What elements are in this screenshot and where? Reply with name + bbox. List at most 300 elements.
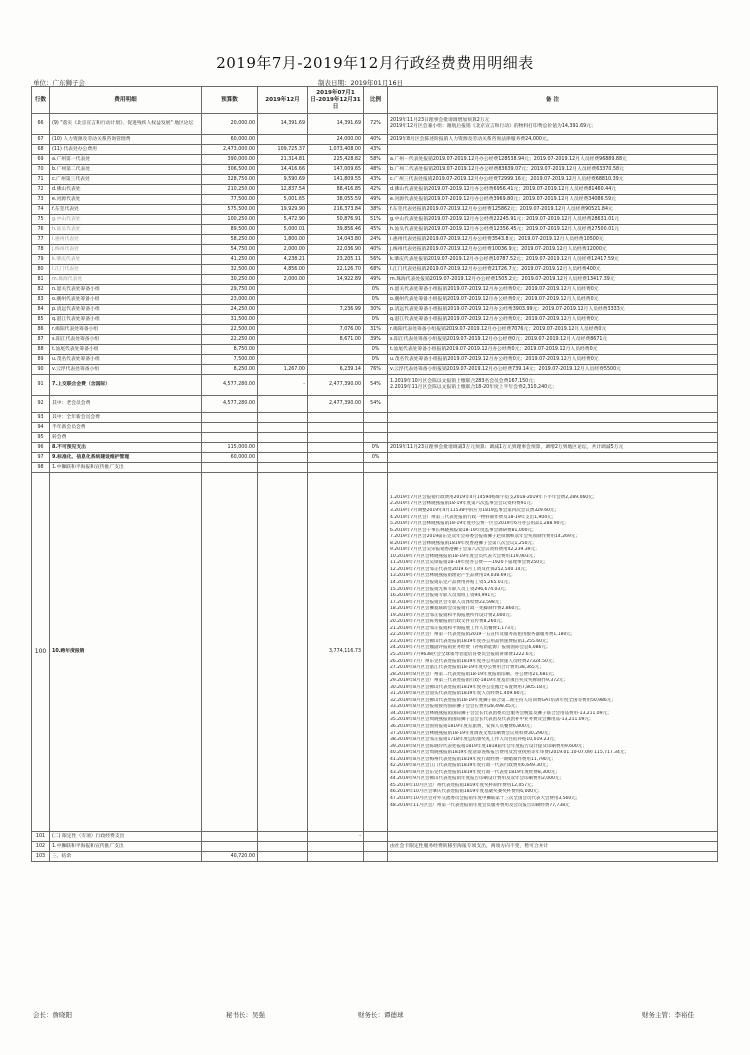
row-index: 84 xyxy=(32,305,50,315)
row-index: 79 xyxy=(32,255,50,265)
row-dec: 19,929.90 xyxy=(258,205,308,215)
row-dec xyxy=(258,305,308,315)
row-ratio: 30% xyxy=(364,305,388,315)
note-line: 38.2019年8月区会邹正报销1718年度总结颁奖礼工作人员住宿补贴10,019.23元； xyxy=(390,737,559,743)
row-ratio: 49% xyxy=(364,275,388,285)
row-name: d.佛山代表处 xyxy=(50,185,202,195)
row-ratio: 40% xyxy=(364,245,388,255)
table-row xyxy=(32,195,718,205)
row-budget xyxy=(202,433,258,443)
row-index: 88 xyxy=(32,345,50,355)
row-ratio: 54% xyxy=(364,375,388,396)
row-range: 14,391.69 xyxy=(308,114,364,135)
note-line: 48.2019年11月区会广州第一代表处报销年度会员服务费用及会员报告印刷经费77,738元 xyxy=(390,802,570,808)
row-index: 85 xyxy=(32,315,50,325)
row-index: 69 xyxy=(32,155,50,165)
row-ratio: 72% xyxy=(364,114,388,135)
table-row xyxy=(32,155,718,165)
row-budget: 575,500.00 xyxy=(202,205,258,215)
row-dec xyxy=(258,325,308,335)
note-line: 30.2019年8月区会佛山代表处报销1819年度办公室搬迁布置费用7,805.18元； xyxy=(390,684,551,690)
row-ratio: 45% xyxy=(364,225,388,235)
row-ratio: 0% xyxy=(364,285,388,295)
row-note xyxy=(388,114,718,135)
row-dec xyxy=(258,285,308,295)
row-budget xyxy=(202,842,258,852)
note-line: 28.2019年8月区会广州第二代表处报销18-19年度报销印刷、办公费用21,681元； xyxy=(390,671,558,677)
row-note xyxy=(388,285,718,295)
row-name: 8.不可预见支出 xyxy=(50,443,202,453)
table-row xyxy=(32,245,718,255)
note-line: 1.2019年7月区会报销行政费用2019年4月14594杨辉宇借支2018-2019年下半年会费2,289,060元； xyxy=(390,494,598,500)
row-ratio xyxy=(364,423,388,433)
note-line: 43.2019年8月区会东莞代表处报销1819年度行政一代表处1819年度经费8,300元； xyxy=(390,769,560,775)
row-budget: 7,500.00 xyxy=(202,355,258,365)
row-name: l.江门代表处 xyxy=(50,265,202,275)
note-text: a.广州一代表处报销2019.07-2019.12月办公经费128538.94元；2019.07-2019.12月人员经费96889.88元 xyxy=(390,156,627,162)
row-budget: 89,500.00 xyxy=(202,225,258,235)
row-range xyxy=(308,295,364,305)
row-budget: 2,473,000.00 xyxy=(202,145,258,155)
note-line: 7.2019年7月区会2019届东莞双年会筹委会报销狮子赵锋旗帜双年会奖项制作费用14,269元； xyxy=(390,534,580,540)
row-range xyxy=(308,345,364,355)
table-row xyxy=(32,345,718,355)
row-range: 147,009.65 xyxy=(308,165,364,175)
table-row xyxy=(32,325,718,335)
table-row-cross-year xyxy=(32,473,718,832)
row-name: a.广州第一代表处 xyxy=(50,155,202,165)
row-index: 76 xyxy=(32,225,50,235)
row-dec: 5,000.01 xyxy=(258,225,308,235)
note-line: 23.2019年7月区会佛山代表处报销1819年度办公用品快递费报销1,255.60元； xyxy=(390,638,551,644)
note-text: g.中山代表处报销2019.07-2019.12月办公经费22245.91元；2019.07-2019.12月人员经费28631.01元 xyxy=(390,216,620,222)
row-dec: - xyxy=(258,375,308,396)
row-name: j.梅州代表处 xyxy=(50,245,202,255)
row-range: 141,809.55 xyxy=(308,175,364,185)
note-line: 12.2019年7月区会邹正代表处2019.6月工资及社保252,540.14元； xyxy=(390,566,530,572)
row-dec xyxy=(258,453,308,463)
row-budget: 8,750.00 xyxy=(202,345,258,355)
row-note xyxy=(388,135,718,145)
table-header-row xyxy=(32,87,718,114)
note-line: 6.2019年7月区会千事长林晓燕报销18-19年度监事会调研费81,000元； xyxy=(390,527,537,533)
note-line: 13.2019年7月区会林晓燕报销理论产生品费用19,038.69元； xyxy=(390,573,516,579)
row-dec xyxy=(258,355,308,365)
row-note xyxy=(388,205,718,215)
row-dec xyxy=(258,413,308,423)
note-line: 40.2019年8月区会周晓燕报销1819年度清算查账报告费用及营业执照等年审费(2019.01.10-07.09) 115,717.34元； xyxy=(390,750,629,756)
row-range xyxy=(308,842,364,852)
note-text: j.梅州代表处报销2019.07-2019.12月办公经费10036.9元；2019.07-2019.12月人员经费12000元 xyxy=(390,246,607,252)
row-range: 23,205.11 xyxy=(308,255,364,265)
note-line: 19.2019年7月区会邹正报销和平海报展所作设计费2,000元； xyxy=(390,612,515,618)
row-name: 10.跨年度报销 xyxy=(50,473,202,832)
row-index: 71 xyxy=(32,175,50,185)
note-text: c.广州三代表处报销2019.07-2019.12月办公经费72999.16元；2019.07-2019.12月人员经费68810.39元 xyxy=(390,176,624,182)
row-range: 216,373.84 xyxy=(308,205,364,215)
note-text: d.佛山代表处报销2019.07-2019.12月办公经费6956.41元；2019.07-2019.12月人员经费81460.44元 xyxy=(390,186,617,192)
row-dec xyxy=(258,852,308,862)
row-range: 24,000.00 xyxy=(308,135,364,145)
row-ratio: 0% xyxy=(364,453,388,463)
table-row xyxy=(32,145,718,155)
table-row xyxy=(32,355,718,365)
row-budget: 306,500.00 xyxy=(202,165,258,175)
table-row xyxy=(32,225,718,235)
row-index: 92 xyxy=(32,396,50,413)
row-ratio: 24% xyxy=(364,235,388,245)
row-range: 8,671.00 xyxy=(308,335,364,345)
table-row xyxy=(32,365,718,375)
row-index: 74 xyxy=(32,205,50,215)
row-budget xyxy=(202,413,258,423)
row-name: b.广州第二代表处 xyxy=(50,165,202,175)
row-ratio: 43% xyxy=(364,175,388,185)
row-dec xyxy=(258,463,308,473)
row-range xyxy=(308,315,364,325)
row-name: 9.标准化、信息化系统建设维护管理 xyxy=(50,453,202,463)
row-dec: 109,725.37 xyxy=(258,145,308,155)
row-ratio xyxy=(364,463,388,473)
row-name: s.阳江代表处筹备小组 xyxy=(50,335,202,345)
table-row xyxy=(32,413,718,423)
row-note xyxy=(388,345,718,355)
row-budget xyxy=(202,423,258,433)
table-row xyxy=(32,396,718,413)
row-note xyxy=(388,195,718,205)
row-ratio: 54% xyxy=(364,396,388,413)
row-note xyxy=(388,433,718,443)
row-range: 14,922.89 xyxy=(308,275,364,285)
row-index: 83 xyxy=(32,295,50,305)
row-budget xyxy=(202,473,258,832)
row-note xyxy=(388,275,718,285)
note-line: 26.2019年7月广州东莞代表处报销1819年度办公用品快递人员经费27324.50元； xyxy=(390,658,557,664)
header-range: 2019年07月1日-2019年12月31日 xyxy=(308,87,364,114)
row-budget: 29,750.00 xyxy=(202,285,258,295)
row-range: 2,477,390.00 xyxy=(308,396,364,413)
note-text: 2019年12月区会兼小组：谢航后报销《北京宣言和行动》的物料打印费总价值为14,391.69元； xyxy=(390,124,596,129)
row-ratio: 58% xyxy=(364,155,388,165)
row-ratio: 42% xyxy=(364,185,388,195)
note-line: 44.2019年9月区会佛山代表处报销年度报告印刷设计费用及双年会印刷费用2,000元； xyxy=(390,776,564,782)
row-index: 100 xyxy=(32,473,50,832)
note-text: o.潮州代表处筹备小组报销2019.07-2019.12月办公经费0元；2019.07-2019.12月人员经费0元 xyxy=(390,296,599,302)
table-row xyxy=(32,852,718,862)
table-row xyxy=(32,205,718,215)
row-note xyxy=(388,463,718,473)
row-dec xyxy=(258,423,308,433)
header-ratio: 比例 xyxy=(364,87,388,114)
table-body xyxy=(32,114,718,862)
row-name: r.揭阳代表处筹备小组 xyxy=(50,325,202,335)
row-index: 97 xyxy=(32,453,50,463)
row-range: 50,876.91 xyxy=(308,215,364,225)
row-range xyxy=(308,355,364,365)
row-name: (11) 代表处办公费用 xyxy=(50,145,202,155)
row-name: 7.上交联合会费（含国际） xyxy=(50,375,202,396)
row-ratio: 0% xyxy=(364,315,388,325)
row-name: q.湛江代表处筹备小组 xyxy=(50,315,202,325)
row-index: 96 xyxy=(32,443,50,453)
row-budget: 31,500.00 xyxy=(202,315,258,325)
row-note xyxy=(388,265,718,275)
expense-table xyxy=(31,86,718,862)
row-note xyxy=(388,852,718,862)
row-note xyxy=(388,315,718,325)
row-range: 39,856.46 xyxy=(308,225,364,235)
row-note xyxy=(388,165,718,175)
note-line: 42.2019年8月区会江门代表处报销1819年度行政一代表行政费用6,649.30元； xyxy=(390,763,551,769)
note-line: 14.2019年7月区会报销东莞产品费用补贴工资5,265.01元； xyxy=(390,579,513,585)
row-ratio: 39% xyxy=(364,335,388,345)
row-dec: 1,800.00 xyxy=(258,235,308,245)
row-note xyxy=(388,423,718,433)
table-row xyxy=(32,135,718,145)
note-text: l.江门代表处报销2019.07-2019.12月办公经费21726.7元；2019.07-2019.12月人员经费400元 xyxy=(390,266,601,272)
row-dec: 14,416.66 xyxy=(258,165,308,175)
note-line: 46.2019年10月区会肇庆代表处报销1819年度基础奖赛奖杯费用6,000元； xyxy=(390,789,543,795)
row-ratio xyxy=(364,473,388,832)
row-budget: 22,250.00 xyxy=(202,335,258,345)
row-ratio: 0% xyxy=(364,295,388,305)
table-row xyxy=(32,185,718,195)
note-line: 35.2019年8月区会周晓燕报销国际狮子总会长代表团及代表团补中业务费及会狮用品-13,211.09元； xyxy=(390,717,594,723)
note-line: 47.2019年10月区会对外交流委员会报销年度中狮联第十三次全国会员代表大会费用3,560元； xyxy=(390,796,581,802)
row-index: 67 xyxy=(32,135,50,145)
header-idx: 行数 xyxy=(32,87,50,114)
row-index: 95 xyxy=(32,433,50,443)
note-line: 45.2019年10月区会广州代表处报销1819年度奖杯制作费用12,057元； xyxy=(390,782,537,788)
row-note xyxy=(388,396,718,413)
note-text: i.惠州代表处报销2019.07-2019.12月办公经费3543.8元；2019.07-2019.12月人员经费10500元 xyxy=(390,236,604,242)
row-index: 87 xyxy=(32,335,50,345)
row-dec xyxy=(258,345,308,355)
row-ratio: 43% xyxy=(364,145,388,155)
row-index: 82 xyxy=(32,285,50,295)
table-row xyxy=(32,235,718,245)
row-budget: 20,000.00 xyxy=(202,114,258,135)
row-index: 81 xyxy=(32,275,50,285)
note-text: 2019年11月23日理事会批请调减3万元预算；调减1万元到理事会预算，调增2万到地区论坛，共计调减5万元 xyxy=(390,444,624,450)
note-line: 16.2019年7月区会报销专职人员加班工资94,991元； xyxy=(390,593,500,599)
row-name: u.茂名代表处筹备小组 xyxy=(50,355,202,365)
row-ratio: 51% xyxy=(364,215,388,225)
note-text: t.汕尾代表处筹备小组报销2019.07-2019.12月办公经费0元；2019.07-2019.12月人员经费0元 xyxy=(390,346,598,352)
row-index: 72 xyxy=(32,185,50,195)
row-budget xyxy=(202,832,258,842)
note-text: b.广州二代表处报销2019.07-2019.12月办公经费83639.07元；2019.07-2019.12月人员经费63370.58元 xyxy=(390,166,624,172)
note-line: 29.2019年8月区会广州第三代表处报销行政-1819年度基层项目奖及奖牌制作9,372元； xyxy=(390,678,568,684)
document-title: 2019年7月-2019年12月行政经费费用明细表 xyxy=(216,54,534,72)
row-index: 86 xyxy=(32,325,50,335)
row-name: t.汕尾代表处筹备小组 xyxy=(50,345,202,355)
row-range: 22,126.70 xyxy=(308,265,364,275)
row-note xyxy=(388,145,718,155)
row-ratio xyxy=(364,433,388,443)
row-ratio xyxy=(364,842,388,852)
row-budget: 4,577,280.00 xyxy=(202,396,258,413)
row-budget: 8,250.00 xyxy=(202,365,258,375)
row-note xyxy=(388,185,718,195)
row-range xyxy=(308,463,364,473)
note-line: 8.2019年7月区会林晓燕报销1819年度香港狮子会第八次会议1,250元； xyxy=(390,540,537,546)
footer-secretary: 秘书长：吴强 xyxy=(226,1011,265,1019)
row-budget: 40,720.00 xyxy=(202,852,258,862)
row-index: 80 xyxy=(32,265,50,275)
row-dec xyxy=(258,443,308,453)
row-note xyxy=(388,375,718,396)
row-ratio: 0% xyxy=(364,345,388,355)
row-range: 14,043.80 xyxy=(308,235,364,245)
table-row xyxy=(32,453,718,463)
row-budget: 390,000.00 xyxy=(202,155,258,165)
row-name: n.韶关代表处筹备小组 xyxy=(50,285,202,295)
row-range: 6,239.14 xyxy=(308,365,364,375)
table-row xyxy=(32,443,718,453)
row-note-list xyxy=(388,473,718,832)
row-budget: 4,577,280.00 xyxy=(202,375,258,396)
row-index: 103 xyxy=(32,852,50,862)
table-row xyxy=(32,114,718,135)
row-index: 75 xyxy=(32,215,50,225)
note-line: 5.2019年7月区会林晓燕报销18-19年度办公费一区会2019年6月办公用品1,288.90元； xyxy=(390,521,569,527)
row-budget: 32,500.00 xyxy=(202,265,258,275)
note-line: 36.2019年8月区会国贸报销1819年度差旅费、安保人员餐费6,800元； xyxy=(390,724,535,730)
row-index: 66 xyxy=(32,114,50,135)
note-text: k.肇庆代表处报销2019.07-2019.12月办公经费10787.52元；2019.07-2019.12月人员经费12417.59元 xyxy=(390,256,619,262)
row-ratio xyxy=(364,832,388,842)
row-index: 77 xyxy=(32,235,50,245)
row-budget: 60,000.00 xyxy=(202,453,258,463)
row-name: m.珠海代表处 xyxy=(50,275,202,285)
note-line: 24.2019年7月区会魏副评报销业务经费（补贴新能源）报销国际会总6,086元； xyxy=(390,645,551,651)
table-row xyxy=(32,463,718,473)
note-line: 31.2019年8月区会汕头代表处报销1819年度人员经费1,409.80元； xyxy=(390,691,529,697)
row-ratio: 38% xyxy=(364,205,388,215)
row-range xyxy=(308,453,364,463)
note-line: 11.2019年7月区会吴锋报销18-19年度办公费——1920下届理事会费250元； xyxy=(390,560,549,566)
row-dec: 2,000.00 xyxy=(258,275,308,285)
note-text: 由社会卡限定性服务经费转移至海报专项支出，两项方向不变，暂可合并计 xyxy=(390,843,549,849)
note-line: 4.2019年7月区会广州第三代表处报销行政一物料制作费及18-19年支出1,904元； xyxy=(390,514,557,520)
note-line: 33.2019年8月区会报销接待国际狮子会会长费用28,498.45元； xyxy=(390,704,520,710)
row-range xyxy=(308,285,364,295)
row-dec: 2,000.00 xyxy=(258,245,308,255)
note-text: s.阳江代表处筹备小组报销2019.07-2019.12月办公经费0元；2019.07-2019.12月人员经费8671元 xyxy=(390,336,608,342)
row-budget: 328,750.00 xyxy=(202,175,258,185)
row-dec xyxy=(258,473,308,832)
note-line: 25.2019年7月9638区会全球领导者能培育委员会报销讲课费1222.6元； xyxy=(390,652,538,657)
row-dec xyxy=(258,832,308,842)
row-ratio: 76% xyxy=(364,365,388,375)
table-row xyxy=(32,275,718,285)
row-range: 7,076.00 xyxy=(308,325,364,335)
note-line: 20.2019年7月区会陈秀敏报销行政文件宣传费8,260元； xyxy=(390,619,506,625)
header-dec: 2019年12月 xyxy=(258,87,308,114)
row-note xyxy=(388,832,718,842)
row-name: v.云浮代表处筹备小组 xyxy=(50,365,202,375)
row-budget xyxy=(202,463,258,473)
note-line: 9.2019年7月区会吴荣报销香港狮子会第八次会议资料费用42,239.39元； xyxy=(390,547,540,553)
header-budget: 预算数 xyxy=(202,87,258,114)
header-name: 费用明细 xyxy=(50,87,202,114)
row-dec: 4,238.21 xyxy=(258,255,308,265)
row-note xyxy=(388,355,718,365)
row-index: 98 xyxy=(32,463,50,473)
row-range xyxy=(308,852,364,862)
row-budget: 115,000.00 xyxy=(202,443,258,453)
note-line: 41.2019年8月区会梅州代表处报销1819年度行政经费一期蜡制作费用11,790元； xyxy=(390,756,556,762)
note-line: 37.2019年8月区会林晓燕报销18-19年度调查文集印刷费会议资料费30,290元； xyxy=(390,730,553,736)
row-note xyxy=(388,225,718,235)
row-note xyxy=(388,325,718,335)
table-row xyxy=(32,423,718,433)
row-budget: 60,000.00 xyxy=(202,135,258,145)
row-name: o.潮州代表处筹备小组 xyxy=(50,295,202,305)
note-text: h.汕头代表处报销2019.07-2019.12月办公经费12356.45元；2019.07-2019.12月人员经费27500.01元 xyxy=(390,226,620,232)
row-range: 7,236.99 xyxy=(308,305,364,315)
row-dec xyxy=(258,295,308,305)
table-row xyxy=(32,285,718,295)
row-range: - xyxy=(308,832,364,842)
row-range: 22,036.90 xyxy=(308,245,364,255)
row-ratio xyxy=(364,413,388,423)
row-dec xyxy=(258,135,308,145)
row-dec: 5,001.65 xyxy=(258,195,308,205)
row-note xyxy=(388,155,718,165)
row-index: 70 xyxy=(32,165,50,175)
row-range: 38,055.59 xyxy=(308,195,364,205)
row-name: e.河源代表处 xyxy=(50,195,202,205)
row-range: 1,073,408.00 xyxy=(308,145,364,155)
table-row xyxy=(32,305,718,315)
row-name: c.广州第三代表处 xyxy=(50,175,202,185)
row-index: 102 xyxy=(32,842,50,852)
row-dec: 4,856.00 xyxy=(258,265,308,275)
row-budget: 22,500.00 xyxy=(202,325,258,335)
note-text: e.河源代表处报销2019.07-2019.12月办公经费3969.80元；2019.07-2019.12月人员经费34086.59元 xyxy=(390,196,616,202)
table-row xyxy=(32,832,718,842)
table-row xyxy=(32,842,718,852)
row-dec: 21,314.81 xyxy=(258,155,308,165)
row-ratio: 48% xyxy=(364,165,388,175)
note-line: 3.2019年7月调整2019年4月11538中的应为1819监事会第四次会议费329.60元； xyxy=(390,507,559,513)
note-line: 2.2019年7月区会林晓燕报销18-19年度第六次监事会会议资料费91元； xyxy=(390,501,536,507)
row-name: 1.中狮联和平海报和宣传推广支出 xyxy=(50,463,202,473)
note-line: 22.2019年7月区会广州第一代表处报销2019一五宣传及服务站租用服务器服务费1,180元； xyxy=(390,632,576,638)
row-note xyxy=(388,443,718,453)
row-index: 94 xyxy=(32,423,50,433)
row-dec xyxy=(258,842,308,852)
table-row xyxy=(32,433,718,443)
row-name: 1.中狮联和平海报和宣传推广支出 xyxy=(50,842,202,852)
row-name: (9) "落实《北京宣言和行动计划》，促进残疾人权益发展" 地区论坛 xyxy=(50,114,202,135)
row-dec xyxy=(258,315,308,325)
row-ratio: 68% xyxy=(364,265,388,275)
row-dec: 12,837.54 xyxy=(258,185,308,195)
row-budget: 41,250.00 xyxy=(202,255,258,265)
note-text: u.茂名代表处筹备小组报销2019.07-2019.12月办公经费0元；2019.07-2019.12月人员经费0元 xyxy=(390,356,599,362)
row-name: h.汕头代表处 xyxy=(50,225,202,235)
row-index: 91 xyxy=(32,375,50,396)
row-ratio: 49% xyxy=(364,195,388,205)
note-text: 2019年8月区会陈述阶报销人力资源及劳动关系咨询法律服务费24,000元。 xyxy=(390,136,552,142)
row-range: 88,416.85 xyxy=(308,185,364,195)
row-note xyxy=(388,453,718,463)
row-range: 3,774,116.73 xyxy=(308,473,364,832)
table-row xyxy=(32,165,718,175)
